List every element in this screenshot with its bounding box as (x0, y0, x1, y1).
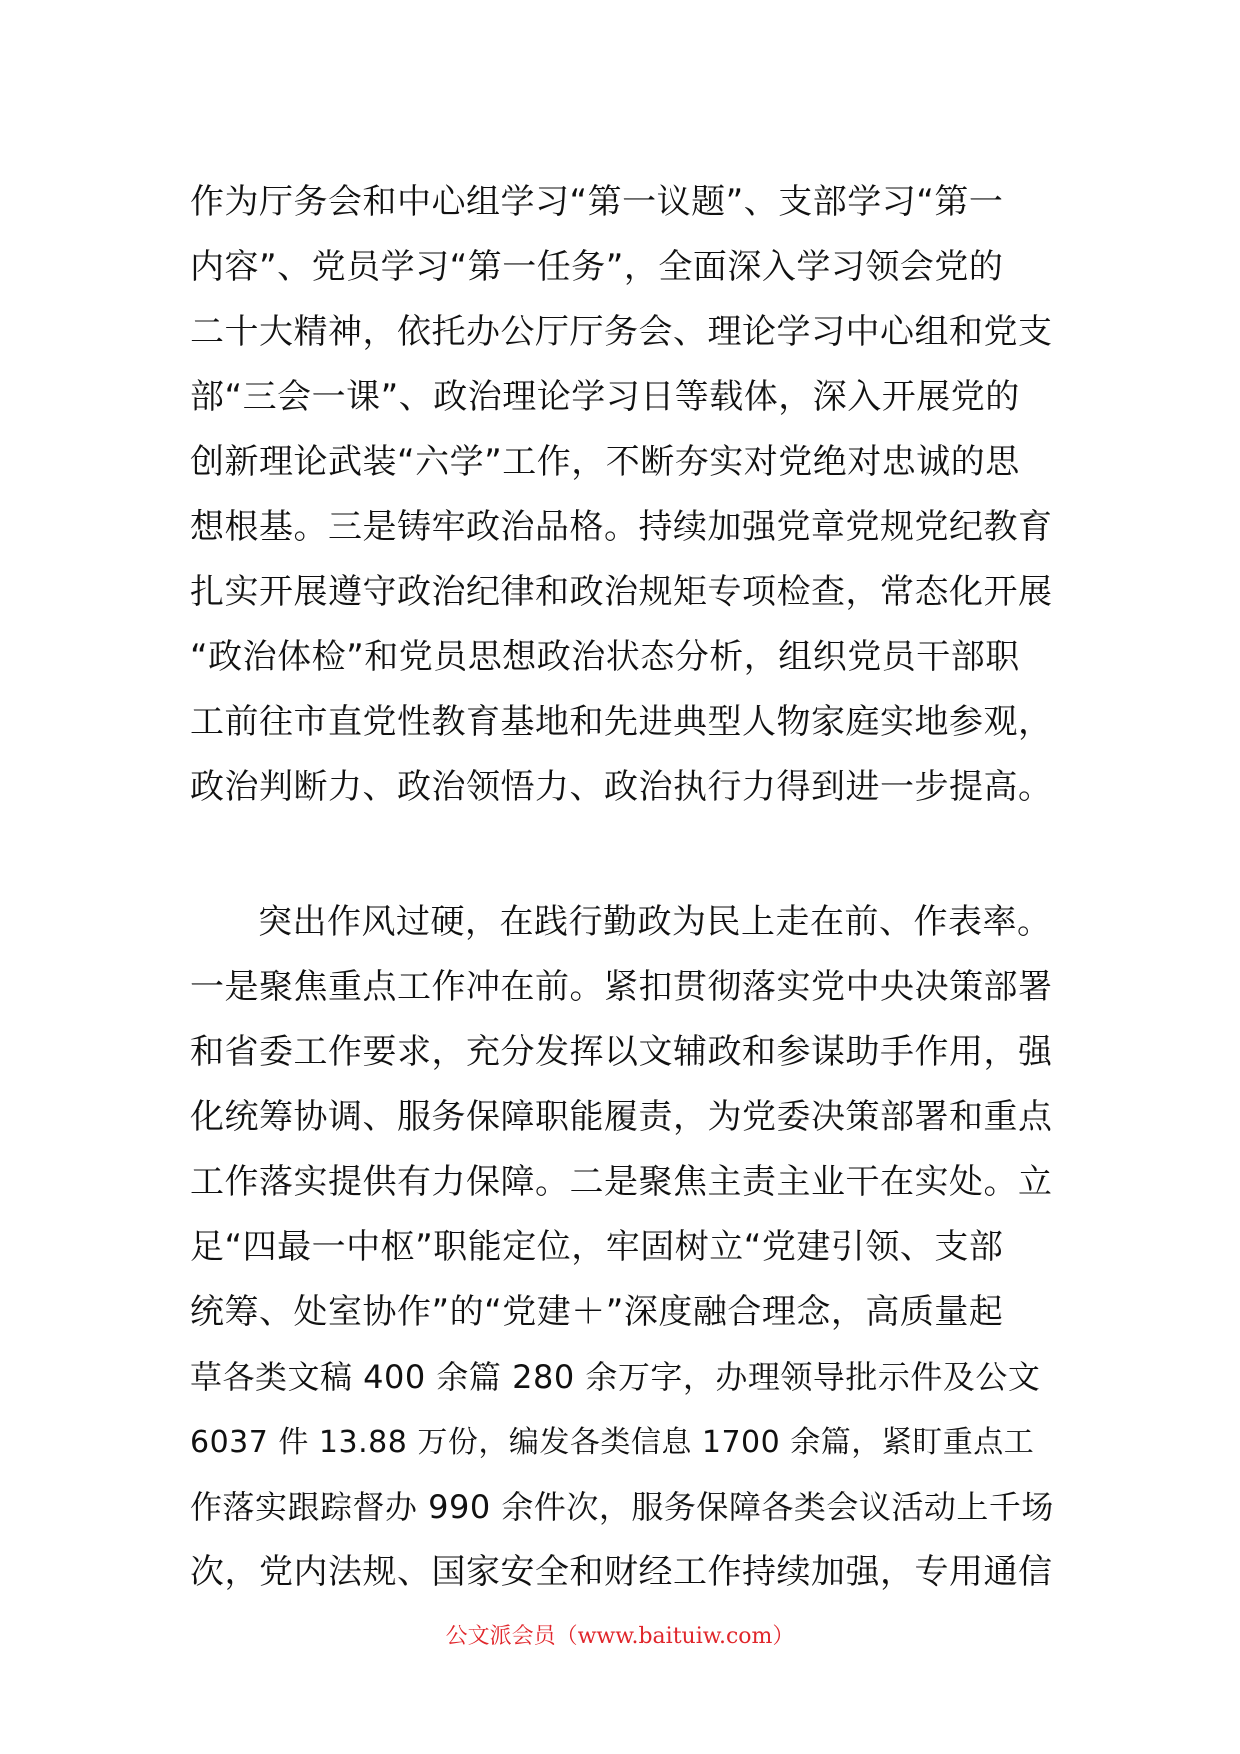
paragraph-lead-line: 突出作风过硬，在践行勤政为民上走在前、作表率。 (258, 902, 1052, 942)
paragraph-2 (190, 890, 1060, 1605)
text-line: 工前往市直党性教育基地和先进典型人物家庭实地参观， (190, 702, 1053, 742)
text-line: 政治判断力、政治领悟力、政治执行力得到进一步提高。 (190, 767, 1053, 807)
text-line: 一是聚焦重点工作冲在前。紧扣贯彻落实党中央决策部署 (190, 967, 1053, 1007)
text-line: 作为厅务会和中心组学习“第一议题”、支部学习“第一 (190, 182, 1004, 222)
text-line: 6037 件 13.88 万份，编发各类信息 1700 余篇，紧盯重点工 (190, 1425, 1035, 1460)
text-line: 扎实开展遵守政治纪律和政治规矩专项检查，常态化开展 (190, 572, 1053, 612)
text-line: 二十大精神，依托办公厅厅务会、理论学习中心组和党支 (190, 312, 1053, 352)
paragraph-1 (190, 170, 1060, 820)
footer-watermark-text: 公文派会员（www.baituiw.com） (445, 1624, 795, 1649)
text-line: 次，党内法规、国家安全和财经工作持续加强，专用通信 (190, 1552, 1053, 1592)
text-line: 化统筹协调、服务保障职能履责，为党委决策部署和重点 (190, 1097, 1053, 1137)
text-line: 工作落实提供有力保障。二是聚焦主责主业干在实处。立 (190, 1162, 1053, 1202)
text-line: 草各类文稿 400 余篇 280 余万字，办理领导批示件及公文 (190, 1358, 1041, 1396)
text-line: 统筹、处室协作”的“党建＋”深度融合理念，高质量起 (190, 1292, 1004, 1332)
text-line: 创新理论武装“六学”工作，不断夯实对党绝对忠诚的思 (190, 442, 1020, 482)
text-line: 部“三会一课”、政治理论学习日等载体，深入开展党的 (190, 377, 1020, 417)
text-line: 内容”、党员学习“第一任务”，全面深入学习领会党的 (190, 247, 1004, 287)
text-line: 作落实跟踪督办 990 余件次，服务保障各类会议活动上千场 (190, 1488, 1054, 1526)
text-line: 和省委工作要求，充分发挥以文辅政和参谋助手作用，强 (190, 1032, 1053, 1072)
text-line: “政治体检”和党员思想政治状态分析，组织党员干部职 (190, 637, 1020, 677)
text-line: 想根基。三是铸牢政治品格。持续加强党章党规党纪教育 (190, 507, 1053, 547)
text-line: 足“四最一中枢”职能定位，牢固树立“党建引领、支部 (190, 1227, 1004, 1267)
